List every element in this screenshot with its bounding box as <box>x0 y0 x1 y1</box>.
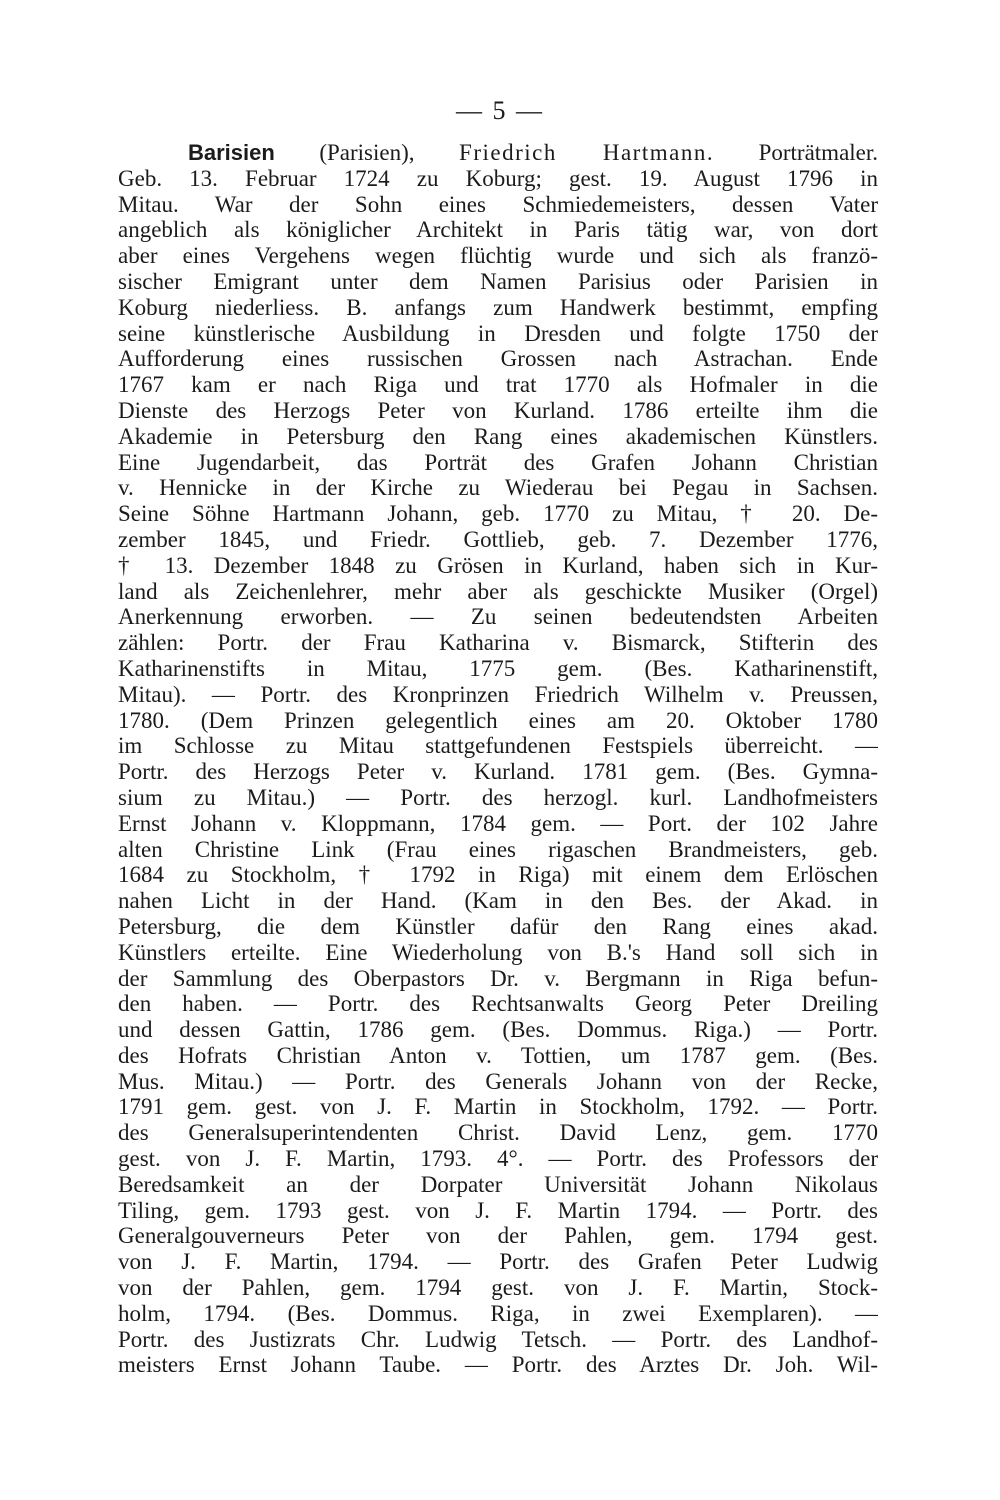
entry-text-line: alten Christine Link (Frau eines rigaschen Brandmeisters, geb. <box>118 836 878 862</box>
entry-variant-name: (Parisien), <box>319 140 415 165</box>
entry-occupation: Porträtmaler. <box>758 140 878 165</box>
entry-text-line: Beredsamkeit an der Dorpater Universität Johann Nikolaus <box>118 1171 878 1197</box>
entry-text-line: angeblich als königlicher Architekt in Paris tätig war, von dort <box>118 217 878 243</box>
entry-text-line: 1684 zu Stockholm, † 1792 in Riga) mit einem dem Erlöschen <box>118 862 878 888</box>
entry-text-line: Mus. Mitau.) — Portr. des Generals Johann von der Recke, <box>118 1068 878 1094</box>
entry-text-line: Petersburg, die dem Künstler dafür den Rang eines akad. <box>118 913 878 939</box>
entry-text-line: v. Hennicke in der Kirche zu Wiederau bei Pegau in Sachsen. <box>118 475 878 501</box>
entry-text-line: Künstlers erteilte. Eine Wiederholung von B.'s Hand soll sich in <box>118 939 878 965</box>
entry-text-line: Anerkennung erworben. — Zu seinen bedeutendsten Arbeiten <box>118 604 878 630</box>
entry-text-line: und dessen Gattin, 1786 gem. (Bes. Dommus. Riga.) — Portr. <box>118 1017 878 1043</box>
entry-text-line: holm, 1794. (Bes. Dommus. Riga, in zwei Exemplaren). — <box>118 1300 878 1326</box>
page-number: — 5 — <box>456 96 544 125</box>
entry-text-line: † 13. Dezember 1848 zu Grösen in Kurland, haben sich in Kur- <box>118 552 878 578</box>
entry-text-line: zember 1845, und Friedr. Gottlieb, geb. 7. Dezember 1776, <box>118 526 878 552</box>
entry-text-line: von J. F. Martin, 1794. — Portr. des Grafen Peter Ludwig <box>118 1249 878 1275</box>
entry-text-line: Portr. des Herzogs Peter v. Kurland. 1781 gem. (Bes. Gymna- <box>118 759 878 785</box>
entry-text-line: Geb. 13. Februar 1724 zu Koburg; gest. 19. August 1796 in <box>118 165 878 191</box>
entry-text-line: 1780. (Dem Prinzen gelegentlich eines am 20. Oktober 1780 <box>118 707 878 733</box>
entry-text-line: sium zu Mitau.) — Portr. des herzogl. kurl. Landhofmeisters <box>118 784 878 810</box>
entry-text-line: im Schlosse zu Mitau stattgefundenen Festspiels überreicht. — <box>118 733 878 759</box>
entry-text-line: zählen: Portr. der Frau Katharina v. Bismarck, Stifterin des <box>118 630 878 656</box>
entry-text-line: 1767 kam er nach Riga und trat 1770 als Hofmaler in die <box>118 372 878 398</box>
entry-text-line: Mitau). — Portr. des Kronprinzen Friedrich Wilhelm v. Preussen, <box>118 681 878 707</box>
entry-body <box>118 166 878 1378</box>
entry-text-line: des Hofrats Christian Anton v. Tottien, um 1787 gem. (Bes. <box>118 1042 878 1068</box>
entry-text-line: 1791 gem. gest. von J. F. Martin in Stockholm, 1792. — Portr. <box>118 1094 878 1120</box>
entry-text-line: land als Zeichenlehrer, mehr aber als geschickte Musiker (Orgel) <box>118 578 878 604</box>
entry-text-line: Dienste des Herzogs Peter von Kurland. 1786 erteilte ihm die <box>118 397 878 423</box>
entry-text-line: Generalgouverneurs Peter von der Pahlen, gem. 1794 gest. <box>118 1223 878 1249</box>
entry-text-line: Mitau. War der Sohn eines Schmiedemeisters, dessen Vater <box>118 191 878 217</box>
entry-text-line: meisters Ernst Johann Taube. — Portr. des Arztes Dr. Joh. Wil- <box>118 1352 878 1378</box>
entry-text-line: seine künstlerische Ausbildung in Dresden und folgte 1750 der <box>118 320 878 346</box>
entry-text-line: Ernst Johann v. Kloppmann, 1784 gem. — Port. der 102 Jahre <box>118 810 878 836</box>
entry-text-line: von der Pahlen, gem. 1794 gest. von J. F. Martin, Stock- <box>118 1275 878 1301</box>
entry-first-line <box>118 140 878 166</box>
entry-text-line: Tiling, gem. 1793 gest. von J. F. Martin 1794. — Portr. des <box>118 1197 878 1223</box>
entry-text-line: Portr. des Justizrats Chr. Ludwig Tetsch. — Portr. des Landhof- <box>118 1326 878 1352</box>
entry-text-line: Seine Söhne Hartmann Johann, geb. 1770 zu Mitau, † 20. De- <box>118 501 878 527</box>
entry-text-line: den haben. — Portr. des Rechtsanwalts Georg Peter Dreiling <box>118 991 878 1017</box>
entry-text-line: des Generalsuperintendenten Christ. David Lenz, gem. 1770 <box>118 1120 878 1146</box>
entry-headword: Barisien <box>188 140 275 165</box>
entry-text-line: sischer Emigrant unter dem Namen Parisius oder Parisien in <box>118 268 878 294</box>
entry-text-line: nahen Licht in der Hand. (Kam in den Bes. der Akad. in <box>118 888 878 914</box>
entry-text-line: der Sammlung des Oberpastors Dr. v. Bergmann in Riga befun- <box>118 965 878 991</box>
entry-text-line: Koburg niederliess. B. anfangs zum Handwerk bestimmt, empfing <box>118 294 878 320</box>
entry-text-line: Katharinenstifts in Mitau, 1775 gem. (Bes. Katharinenstift, <box>118 655 878 681</box>
entry-text-line: Aufforderung eines russischen Grossen nach Astrachan. Ende <box>118 346 878 372</box>
entry-text-line: Akademie in Petersburg den Rang eines akademischen Künstlers. <box>118 423 878 449</box>
entry-text-line: gest. von J. F. Martin, 1793. 4°. — Portr. des Professors der <box>118 1146 878 1172</box>
entry-text-line: Eine Jugendarbeit, das Porträt des Grafen Johann Christian <box>118 449 878 475</box>
entry-text-line: aber eines Vergehens wegen flüchtig wurde und sich als franzö- <box>118 243 878 269</box>
entry-given-name: Friedrich Hartmann. <box>459 140 715 165</box>
biographical-entry <box>118 140 878 1378</box>
